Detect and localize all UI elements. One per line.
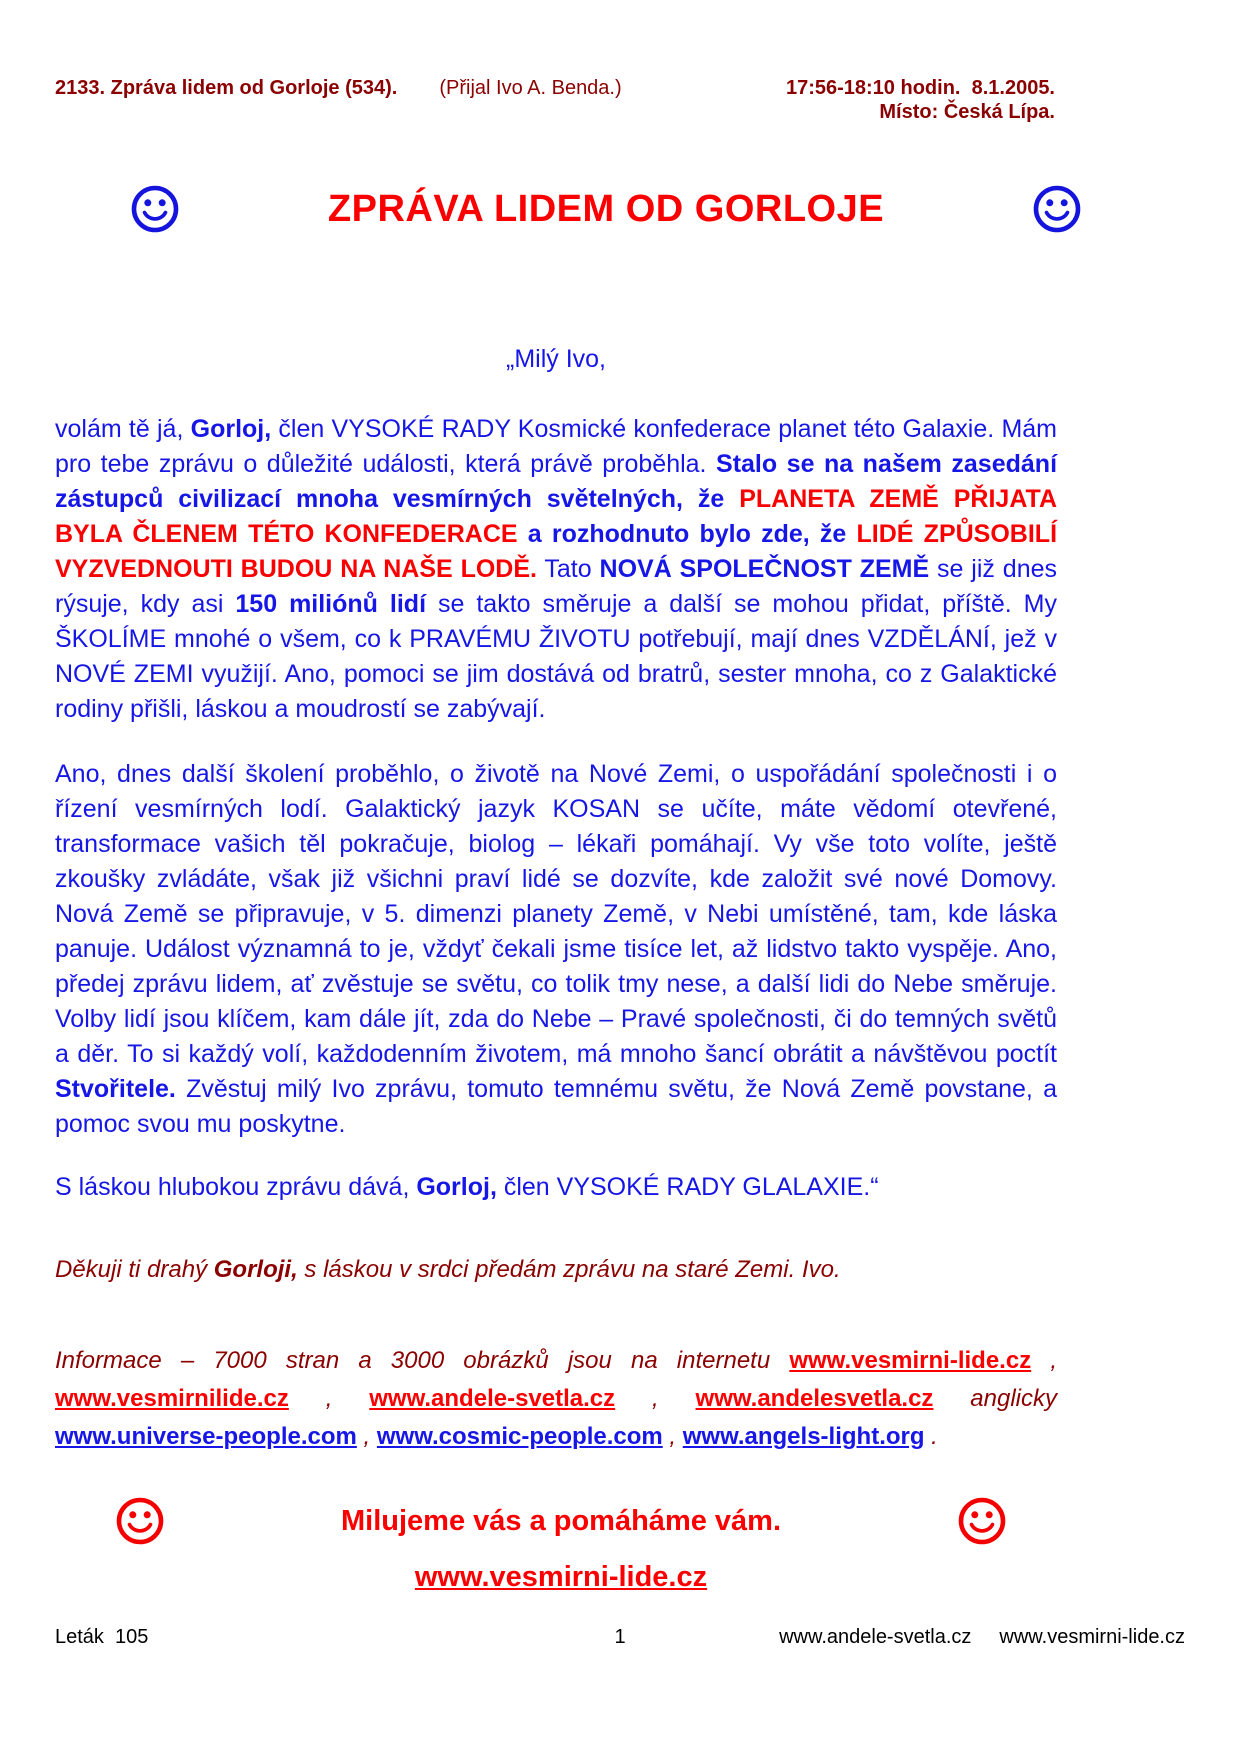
footer-leaflet-number: Leták 105 (55, 1626, 149, 1648)
text-segment: Gorloj, (190, 415, 272, 443)
header-entry-title: 2133. Zpráva lidem od Gorloje (534). (55, 77, 398, 99)
text-segment: člen VYSOKÉ RADY Kosmické konfederace planet této Galaxie. Mám pro tebe zprávu o důležité události, která právě proběhla. (55, 415, 1057, 478)
text-segment: , (288, 1385, 370, 1412)
text-segment: s láskou v srdci předám zprávu na staré Zemi. Ivo. (297, 1256, 841, 1283)
closing-site-row (165, 1560, 957, 1594)
paragraph-2 (55, 757, 1057, 1142)
hyperlink-www.universe-people.com[interactable]: www.universe-people.com (55, 1423, 357, 1450)
footer-site-vesmirni-lide: www.vesmirni-lide.cz (999, 1626, 1185, 1648)
header-receiver: (Přijal Ivo A. Benda.) (439, 77, 622, 99)
document-footer (0, 1624, 1240, 1650)
header-place: Místo: Česká Lípa. (879, 101, 1055, 123)
text-segment: Ano, dnes další školení proběhlo, o životě na Nové Zemi, o uspořádání společnosti i o řízení vesmírných lodí. Galaktický jazyk KOSAN se učíte, máte vědomí otevřené, transformace vašich těl pokračuje, biolog – lékaři pomáhají. Vy vše toto volíte, ještě zkoušky zvládáte, však již všichni praví lidé se dozvíte, kde založit své nové Domovy. Nová Země se připravuje, v 5. dimenzi planety Země, v Nebi umístěné, tam, kde láska panuje. Událost významná to je, vždyť čekali jsme tisíce let, až lidstvo takto vyspěje. Ano, předej zprávu lidem, ať zvěstuje se světu, co tolik tmy nese, a další lidi do Nebe směruje. Volby lidí jsou klíčem, kam dále jít, zda do Nebe – Pravé společnosti, či do temných světů a děr. To si každý volí, každodenním životem, má mnoho šancí obrátit a návštěvou poctít (55, 760, 1057, 1068)
smiley-face-icon (1032, 184, 1082, 234)
footer-sites (626, 1624, 1185, 1650)
page-title: ZPRÁVA LIDEM OD GORLOJE (327, 187, 885, 230)
hyperlink-www.angels-light.org[interactable]: www.angels-light.org (682, 1423, 925, 1450)
document-body (0, 184, 1240, 1594)
closing-center (165, 1496, 957, 1594)
hyperlink-vesmirni-lide[interactable]: www.vesmirni-lide.cz (414, 1561, 708, 1593)
thanks-note (55, 1252, 1057, 1287)
hyperlink-www.andelesvetla.cz[interactable]: www.andelesvetla.cz (695, 1385, 934, 1412)
text-segment: Stalo se na našem zasedání zástupců civilizací mnoha vesmírných světelných, že (55, 450, 1058, 513)
text-segment: a rozhodnuto bylo zde, že (517, 520, 857, 548)
text-segment: Zvěstuj milý Ivo zprávu, tomuto temnému světu, že Nová Země povstane, a pomoc svou mu poskytne. (55, 1075, 1057, 1138)
text-segment: , (662, 1423, 683, 1450)
text-segment: se takto směruje a další se mohou přidat, příště. My ŠKOLÍME mnohé o všem, co k PRAVÉMU ŽIVOTU potřebují, mají dnes VZDĚLÁNÍ, jež v NOVÉ ZEMI využijí. Ano, pomoci se jim dostává od bratrů, sester mnoha, co z Galaktické rodiny přišli, láskou a moudrostí se zabývají. (55, 590, 1057, 723)
salutation: „Milý Ivo, (506, 345, 606, 373)
text-segment: Tato (536, 555, 600, 583)
smiley-face-icon (957, 1496, 1007, 1546)
closing-row (55, 1496, 1057, 1594)
header-right (786, 76, 1055, 124)
text-segment: Stvořitele. (55, 1075, 176, 1103)
text-segment: LIDÉ ZPŮSOBILÍ VYZVEDNOUTI BUDOU NA NAŠE LODĚ. (55, 520, 1058, 583)
paragraph-3-signoff (55, 1170, 1057, 1205)
text-segment: Děkuji ti drahý (55, 1256, 214, 1283)
text-segment: anglicky (933, 1385, 1058, 1412)
hyperlink-www.vesmirni-lide.cz[interactable]: www.vesmirni-lide.cz (789, 1347, 1032, 1374)
text-segment: člen VYSOKÉ RADY GLALAXIE.“ (496, 1173, 879, 1201)
text-segment: volám tě já, (55, 415, 191, 443)
title-row (55, 184, 1057, 234)
hyperlink-www.vesmirnilide.cz[interactable]: www.vesmirnilide.cz (55, 1385, 289, 1412)
text-segment: , (615, 1385, 696, 1412)
info-links-paragraph (55, 1342, 1057, 1456)
footer-page-number: 1 (614, 1626, 626, 1648)
hyperlink-www.andele-svetla.cz[interactable]: www.andele-svetla.cz (369, 1385, 616, 1412)
text-segment: , (356, 1423, 377, 1450)
text-segment: Gorloj, (416, 1173, 497, 1201)
text-segment: se již dnes rýsuje, kdy asi (55, 555, 1057, 618)
smiley-face-icon (130, 184, 180, 234)
paragraph-1 (55, 412, 1057, 727)
hyperlink-www.cosmic-people.com[interactable]: www.cosmic-people.com (376, 1423, 663, 1450)
text-segment: 150 miliónů lidí (235, 590, 427, 618)
text-segment: . (924, 1423, 938, 1450)
closing-slogan: Milujeme vás a pomáháme vám. (340, 1505, 782, 1537)
text-segment: Informace – 7000 stran a 3000 obrázků jsou na internetu (55, 1347, 790, 1374)
smiley-face-icon (115, 1496, 165, 1546)
text-segment: S láskou hlubokou zprávu dává, (55, 1173, 417, 1201)
header-left (55, 76, 622, 100)
text-segment: PLANETA ZEMĚ PŘIJATA BYLA ČLENEM TÉTO KONFEDERACE (55, 485, 1057, 548)
document-header (0, 0, 1240, 124)
text-segment: Gorloji, (213, 1256, 298, 1283)
text-segment: NOVÁ SPOLEČNOST ZEMĚ (599, 555, 930, 583)
text-segment: , (1031, 1347, 1057, 1374)
footer-site-andele-svetla: www.andele-svetla.cz (779, 1626, 972, 1648)
header-time-date: 17:56-18:10 hodin. 8.1.2005. (785, 77, 1055, 99)
